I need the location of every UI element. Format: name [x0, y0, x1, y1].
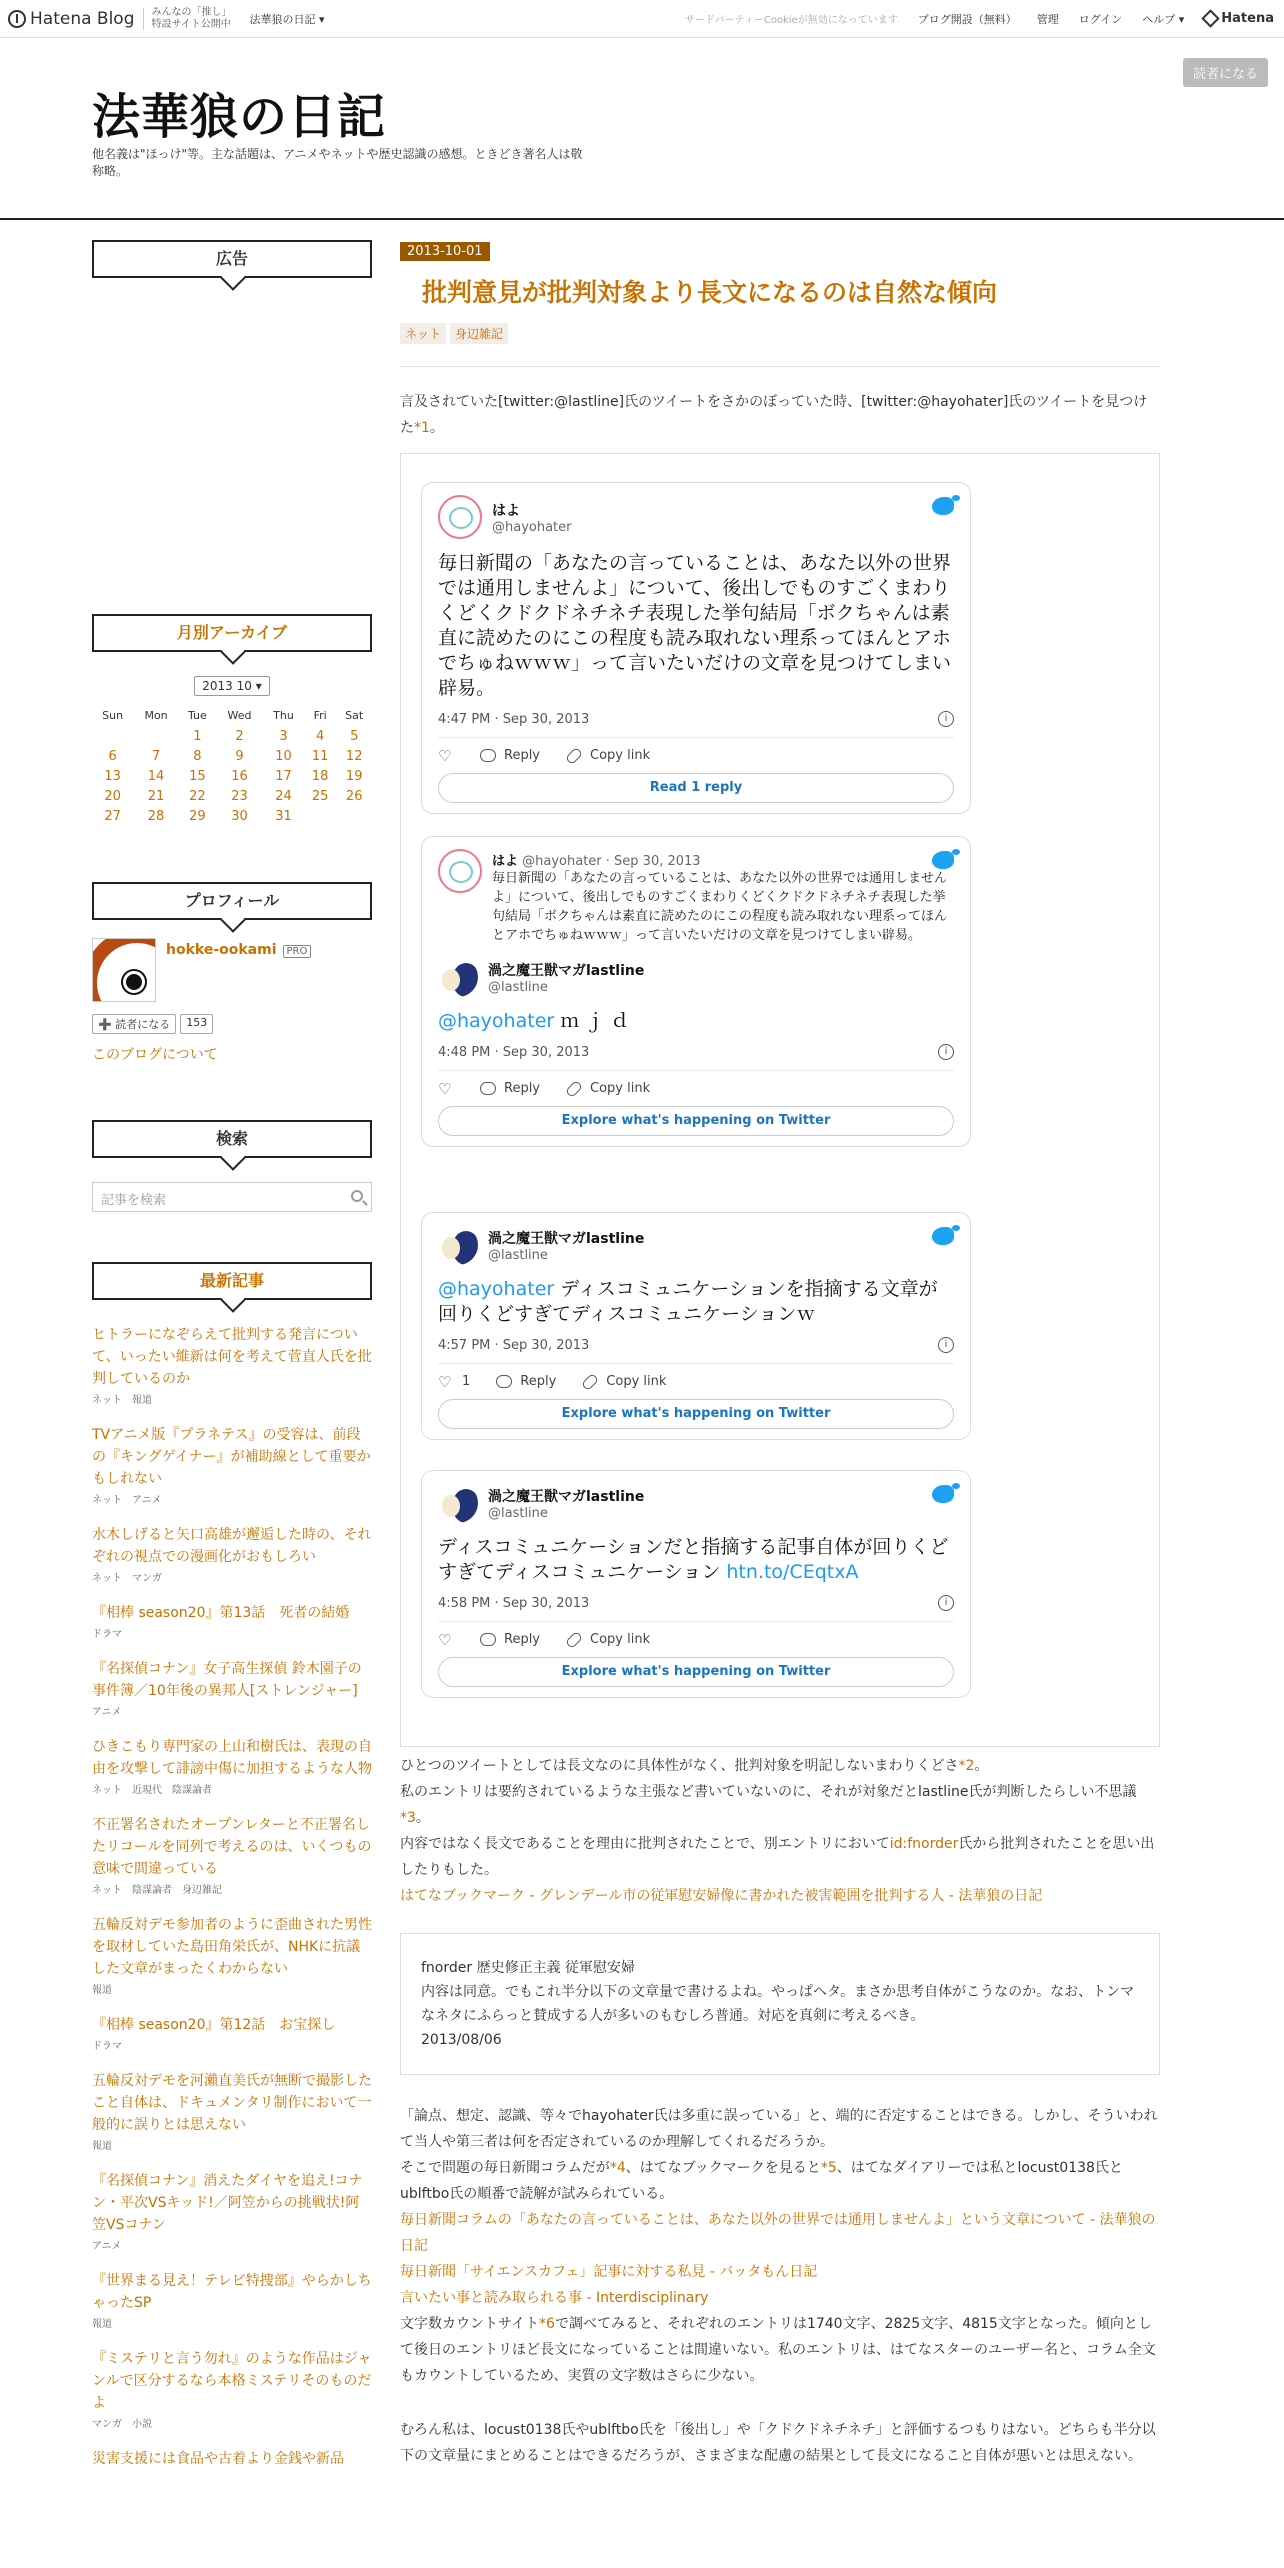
recent-entry-tag[interactable]: 報道: [92, 2141, 112, 2152]
hatena-link[interactable]: Hatena: [1204, 11, 1274, 26]
calendar-day[interactable]: 4: [315, 728, 325, 744]
tweet-author-handle[interactable]: @hayohater: [492, 519, 572, 535]
pro-badge: PRO: [283, 945, 312, 958]
bookmark-link[interactable]: はてなブックマーク - グレンデール市の従軍慰安婦像に書かれた被害範囲を批判する人 - 法華狼の日記: [400, 1888, 1043, 1904]
like-button[interactable]: [438, 1079, 454, 1098]
avatar[interactable]: [438, 957, 478, 997]
calendar-day[interactable]: 22: [189, 788, 206, 804]
tweet-timestamp[interactable]: 4:48 PM · Sep 30, 2013: [438, 1044, 590, 1060]
recent-entry: [92, 1658, 372, 1718]
archive-calendar: [92, 704, 372, 826]
calendar-day[interactable]: 18: [311, 768, 329, 784]
search-heading: 検索: [92, 1120, 372, 1158]
recent-entry-tag[interactable]: 陰謀論者: [132, 1885, 172, 1896]
calendar-weekday: Thu: [273, 708, 294, 722]
calendar-day: [133, 726, 179, 746]
read-replies-button[interactable]: Read 1 reply: [438, 773, 954, 803]
calendar-day[interactable]: 10: [275, 748, 292, 764]
recent-entry-title[interactable]: 『世界まる見え！テレビ特捜部』やらかしちゃったSP: [92, 2273, 372, 2311]
calendar-day[interactable]: 31: [275, 808, 292, 824]
explore-twitter-button[interactable]: Explore what's happening on Twitter: [438, 1399, 954, 1429]
calendar-day[interactable]: 8: [193, 748, 202, 764]
calendar-day[interactable]: 20: [104, 788, 121, 804]
footnote-link[interactable]: *3: [400, 1810, 416, 1826]
blog-header: [0, 38, 1284, 220]
recent-entry-tag[interactable]: ネット: [92, 1495, 122, 1506]
recent-entry: [92, 2014, 372, 2052]
tweet-card[interactable]: [421, 482, 971, 814]
tweet-author-name[interactable]: 渦之魔王獣マガlastline: [488, 1488, 645, 1505]
recent-entry-tag[interactable]: 陰謀論者: [172, 1785, 212, 1796]
quoted-meta: @hayohater · Sep 30, 2013: [522, 853, 701, 869]
calendar-day[interactable]: 7: [151, 748, 161, 764]
tweet-author-handle[interactable]: @lastline: [488, 1505, 548, 1521]
copy-link-button[interactable]: Copy link: [582, 1374, 666, 1389]
tweet-text: ディスコミュニケーションだと指摘する記事自体が回りくどすぎてディスコミュニケーション htn.to/CEqtxA: [438, 1536, 949, 1583]
heart-icon: ♡: [438, 1630, 452, 1649]
tweet-card[interactable]: [421, 1212, 971, 1440]
recent-entry-title[interactable]: 不正署名されたオープンレターと不正署名したリコールを同列で考えるのは、いくつもの意味で間違っている: [92, 1817, 372, 1877]
avatar[interactable]: [438, 495, 482, 539]
calendar-day[interactable]: 13: [104, 768, 121, 784]
tweet-author-name[interactable]: 渦之魔王獣マガlastline: [488, 1230, 645, 1247]
subscribe-button[interactable]: 読者になる: [1183, 58, 1268, 87]
intro-paragraph: 言及されていた[twitter:@lastline]氏のツイートをさかのぼっていた時、[twitter:@hayohater]氏のツイートを見つけた*1。: [400, 394, 1148, 436]
entry-tag[interactable]: ネット: [400, 323, 446, 344]
recent-entry-tag[interactable]: ドラマ: [92, 1629, 122, 1640]
reply-icon: [496, 1375, 512, 1388]
calendar-day[interactable]: 23: [231, 788, 248, 804]
twitter-bird-icon[interactable]: [932, 1227, 954, 1245]
calendar-day[interactable]: 28: [147, 808, 165, 824]
link-icon: [565, 746, 583, 764]
calendar-day[interactable]: 19: [345, 768, 363, 784]
tweet-text: 毎日新聞の「あなたの言っていることは、あなた以外の世界では通用しませんよ」について、後出しでものすごくまわりくどくクドクドネチネチ表現した挙句結局「ボクちゃんは素直に読めたのにこの程度も読み取れない理系ってほんとアホでちゅねｗｗｗ」って言いたいだけの文章を見つけてしまい辟易。: [438, 552, 952, 699]
calendar-day: [304, 806, 337, 826]
divider: [143, 8, 144, 30]
calendar-day[interactable]: 29: [189, 808, 206, 824]
profile-module: [92, 882, 372, 1064]
recent-entry-tag[interactable]: 報道: [132, 1395, 152, 1406]
recent-entry-tag[interactable]: マンガ: [132, 1573, 162, 1584]
footnote-link[interactable]: *1: [414, 420, 430, 436]
footnote-link[interactable]: *4: [609, 2160, 626, 2176]
tweet-text: @hayohater ｍ ｊ ｄ: [438, 1010, 630, 1032]
calendar-day[interactable]: 2: [235, 728, 244, 744]
recent-entry-title[interactable]: 『名探偵コナン』女子高生探偵 鈴木園子の事件簿／10年後の異邦人[ストレンジャー]: [92, 1661, 362, 1699]
profile-avatar[interactable]: [92, 938, 156, 1002]
recent-entry-title[interactable]: 『相棒 season20』第12話 お宝探し: [92, 2017, 336, 2033]
calendar-day[interactable]: 27: [104, 808, 121, 824]
reply-button[interactable]: Reply: [480, 1081, 540, 1096]
reply-button[interactable]: Reply: [480, 748, 540, 763]
recent-heading[interactable]: 最新記事: [92, 1262, 372, 1300]
like-count: 1: [462, 1374, 471, 1389]
tweet-timestamp[interactable]: 4:58 PM · Sep 30, 2013: [438, 1595, 590, 1611]
calendar-day[interactable]: 5: [350, 728, 359, 744]
heart-icon: ♡: [438, 746, 452, 765]
tweet-author-handle[interactable]: @lastline: [488, 1247, 548, 1263]
reply-icon: [480, 749, 496, 762]
calendar-day[interactable]: 25: [311, 788, 329, 804]
archive-heading[interactable]: 月別アーカイブ: [92, 614, 372, 652]
recent-entry: [92, 2348, 372, 2430]
calendar-weekday: Fri: [313, 708, 327, 722]
calendar-day[interactable]: 1: [193, 728, 202, 744]
calendar-day[interactable]: 11: [311, 748, 329, 764]
recent-entry-tag[interactable]: 報道: [92, 2319, 112, 2330]
reply-button[interactable]: Reply: [496, 1374, 556, 1389]
admin-link[interactable]: 管理: [1036, 12, 1059, 26]
hatena-blog-logo[interactable]: Hatena Blog: [8, 9, 135, 29]
calendar-weekday: Wed: [227, 708, 252, 722]
hatena-logo-icon: [8, 10, 26, 28]
profile-heading: プロフィール: [92, 882, 372, 920]
tweet-card[interactable]: [421, 1470, 971, 1698]
recent-entry: [92, 1602, 372, 1640]
start-blog-link[interactable]: ブログ開設（無料）: [917, 12, 1017, 26]
recent-entry-title[interactable]: TVアニメ版『プラネテス』の受容は、前段の『キングゲイナー』が補助線として重要かもしれない: [92, 1427, 371, 1487]
tweet-card[interactable]: [421, 836, 971, 1147]
recent-entry: [92, 2448, 372, 2470]
entry: [400, 240, 1160, 2469]
entry-date[interactable]: 2013-10-01: [400, 242, 490, 261]
calendar-day: [92, 726, 133, 746]
help-menu[interactable]: ヘルプ ▾: [1142, 12, 1185, 26]
tweet-timestamp[interactable]: 4:47 PM · Sep 30, 2013: [438, 711, 590, 727]
search-input[interactable]: 記事を検索: [92, 1182, 372, 1212]
recent-entry: [92, 1736, 372, 1796]
calendar-weekday: Sat: [345, 708, 364, 722]
recent-entry-tag[interactable]: アニメ: [92, 2241, 122, 2252]
calendar-day[interactable]: 14: [147, 768, 165, 784]
twitter-bird-icon[interactable]: [932, 1485, 954, 1503]
login-link[interactable]: ログイン: [1078, 12, 1123, 26]
tweet-author-name[interactable]: 渦之魔王獣マガlastline: [488, 962, 645, 979]
avatar[interactable]: [438, 849, 482, 893]
calendar-day[interactable]: 26: [345, 788, 363, 804]
link-icon: [581, 1372, 599, 1390]
body-paragraph: むろん私は、locust0138氏やublftbo氏を「後出し」や「クドクドネチネチ」と評価するつもりはない。どちらも半分以下の文章量にまとめることはできるだろうが、さまざまな配慮の結果として長文になること自体が悪いとは思えない。: [400, 2422, 1156, 2464]
reply-button[interactable]: Reply: [480, 1632, 540, 1647]
profile-name[interactable]: hokke-ookami: [166, 942, 277, 958]
recent-entry-title[interactable]: 『ミステリと言う勿れ』のような作品はジャンルで区分するなら本格ミステリそのものだよ: [92, 2351, 372, 2411]
heart-icon: ♡: [438, 1079, 452, 1098]
user-link[interactable]: id:fnorder: [889, 1836, 959, 1852]
global-header: [0, 0, 1284, 38]
info-icon[interactable]: i: [938, 711, 954, 727]
recent-entry-tag[interactable]: アニメ: [132, 1495, 162, 1506]
archive-module: [92, 614, 372, 826]
recent-entry-title[interactable]: 水木しげると矢口高雄が邂逅した時の、それぞれの視点での漫画化がおもしろい: [92, 1527, 372, 1565]
recent-entry-tag[interactable]: 近現代: [132, 1785, 162, 1796]
body-paragraph: 「論点、想定、認識、等々でhayohater氏は多重に誤っている」と、端的に否定することはできる。しかし、そういわれて当人や第三者は何を否定されているのか理解してくれるだろうか。 そこで問題の毎日新聞コラムだが*4、はてなブックマークを見ると*5、はてなダイアリーでは私とlocust0138氏とublftbo氏の順番で読解が試みられている。 毎日新聞コラムの「あなたの言っていることは、あなた以外の世界では通用しませんよ」という文章について - 法華狼の日記 毎日新聞「サイエンスカフェ」記事に対する私見 - バッタもん日記 言いたい事と読み取られる事 - Interdisciplinary 文字数カウントサイト*6で調べてみると、それぞれのエントリは1740文字、2825文字、4815文字となった。傾向として後日のエントリほど長文になっていることは間違いない。私のエントリは、はてなスターのユーザー名と、コラム全文もカウントしているため、実質の文字数はさらに少ない。: [400, 2103, 1160, 2389]
calendar-day[interactable]: 9: [235, 748, 244, 764]
recent-entry: [92, 1424, 372, 1506]
profile-subscribe-button[interactable]: ➕ 読者になる: [92, 1014, 176, 1034]
mention-link[interactable]: @hayohater: [438, 1278, 555, 1300]
tweet-link[interactable]: htn.to/CEqtxA: [726, 1561, 859, 1583]
copy-link-button[interactable]: Copy link: [566, 1081, 650, 1096]
recent-entry-title[interactable]: ひきこもり専門家の上山和樹氏は、表現の自由を攻撃して誹謗中傷に加担するような人物: [92, 1739, 372, 1777]
blog-title[interactable]: 法華狼の日記: [92, 89, 387, 145]
subscriber-count: 153: [180, 1014, 213, 1034]
recent-entry-tag[interactable]: ネット: [92, 1885, 122, 1896]
like-button[interactable]: [438, 1374, 470, 1389]
divider: [400, 366, 1160, 367]
tweet-author-handle[interactable]: @lastline: [488, 979, 548, 995]
blog-description: 他名義は"ほっけ"等。主な話題は、アニメやネットや歴史認識の感想。ときどき著名人は敬称略。: [92, 147, 583, 178]
reply-icon: [480, 1633, 496, 1646]
recent-list: [92, 1324, 372, 2470]
link-icon: [565, 1079, 583, 1097]
recent-entry-tag[interactable]: 小説: [132, 2419, 152, 2430]
entry-title[interactable]: 批判意見が批判対象より長文になるのは自然な傾向: [422, 278, 998, 307]
reply-icon: [480, 1082, 496, 1095]
info-icon[interactable]: i: [938, 1337, 954, 1353]
footnote-link[interactable]: *5: [820, 2160, 837, 2176]
recent-entry: [92, 1814, 372, 1896]
calendar-day[interactable]: 30: [231, 808, 248, 824]
blog-selector[interactable]: 法華狼の日記 ▾: [249, 12, 325, 26]
ad-heading: 広告: [92, 240, 372, 278]
calendar-weekday: Tue: [188, 708, 207, 722]
tweet-embed-block: [400, 453, 1160, 1747]
twitter-bird-icon[interactable]: [932, 497, 954, 515]
recent-entry-tag[interactable]: 報道: [92, 1985, 112, 1996]
body-paragraph: ひとつのツイートとしては長文なのに具体性がなく、批判対象を明記しないまわりくどさ*2。 私のエントリは要約されているような主張など書いていないのに、それが対象だとlastline氏が判断したらしい不思議*3。 内容ではなく長文であることを理由に批判されたことで、別エントリにおいてid:fnorder氏から批判されたことを思い出したりもした。 はてなブックマーク - グレンデール市の従軍慰安婦像に書かれた被害範囲を批判する人 - 法華狼の日記: [400, 1753, 1160, 1909]
calendar-day[interactable]: 12: [345, 748, 363, 764]
promo-link[interactable]: みんなの「推し」 特設サイト公開中: [151, 6, 232, 30]
link-icon: [565, 1630, 583, 1648]
cookie-notice: サードパーティーCookieが無効になっています: [684, 15, 898, 26]
recent-entry-tag[interactable]: ネット: [92, 1573, 122, 1584]
blockquote: fnorder 歴史修正主義 従軍慰安婦 内容は同意。でもこれ半分以下の文章量で書けるよね。やっぱヘタ。まさか思考自体がこうなのか。なお、トンマなネタにふらっと賛成する人が多いのもむしろ普通。対応を真剣に考えるべき。 2013/08/06: [400, 1933, 1160, 2075]
mention-link[interactable]: @hayohater: [438, 1010, 555, 1032]
footnote-link[interactable]: *6: [539, 2316, 555, 2332]
recent-entry-title[interactable]: 『相棒 season20』第13話 死者の結婚: [92, 1605, 350, 1621]
calendar-weekday: Sun: [102, 708, 124, 722]
calendar-day[interactable]: 17: [275, 768, 292, 784]
calendar-day[interactable]: 15: [189, 768, 206, 784]
calendar-day[interactable]: 21: [147, 788, 165, 804]
copy-link-button[interactable]: Copy link: [566, 1632, 650, 1647]
recent-entry-tag[interactable]: ドラマ: [92, 2041, 122, 2052]
tweet-timestamp[interactable]: 4:57 PM · Sep 30, 2013: [438, 1337, 590, 1353]
info-icon[interactable]: i: [938, 1044, 954, 1060]
recent-entry: [92, 2270, 372, 2330]
footnote-link[interactable]: *2: [958, 1758, 975, 1774]
article-link[interactable]: 言いたい事と読み取られる事 - Interdisciplinary: [400, 2290, 709, 2306]
quoted-author-name[interactable]: はよ: [492, 853, 519, 869]
recent-entry: [92, 2170, 372, 2252]
search-icon[interactable]: [351, 1190, 363, 1202]
calendar-weekday: Mon: [144, 708, 168, 722]
heart-icon: ♡: [438, 1372, 452, 1391]
recent-entry-tag[interactable]: ネット: [92, 1395, 122, 1406]
recent-entry-title[interactable]: ヒトラーになぞらえて批判する発言について、いったい維新は何を考えて菅直人氏を批判しているのか: [92, 1327, 372, 1387]
copy-link-button[interactable]: Copy link: [566, 748, 650, 763]
search-module: [92, 1120, 372, 1212]
calendar-day[interactable]: 24: [275, 788, 292, 804]
recent-module: [92, 1262, 372, 2488]
calendar-day[interactable]: 3: [279, 728, 288, 744]
recent-entry-tag[interactable]: ネット: [92, 1785, 122, 1796]
recent-entry-tag[interactable]: 身辺雑記: [182, 1885, 222, 1896]
recent-entry-title[interactable]: 五輪反対デモを河瀨直美氏が無断で撮影したこと自体は、ドキュメンタリ制作において一般的に誤りとは思えない: [92, 2073, 372, 2133]
explore-twitter-button[interactable]: Explore what's happening on Twitter: [438, 1657, 954, 1687]
about-blog-link[interactable]: このブログについて: [92, 1047, 218, 1063]
avatar[interactable]: [438, 1483, 478, 1523]
calendar-day[interactable]: 6: [108, 748, 117, 764]
recent-entry: [92, 1324, 372, 1406]
info-icon[interactable]: i: [938, 1595, 954, 1611]
tweet-author-name[interactable]: はよ: [492, 502, 520, 519]
recent-entry-title[interactable]: 『名探偵コナン』消えたダイヤを追え!コナン・平次VSキッド!／阿笠からの挑戦状!阿笠VSコナン: [92, 2173, 363, 2233]
article-link[interactable]: 毎日新聞「サイエンスカフェ」記事に対する私見 - バッタもん日記: [400, 2264, 818, 2280]
recent-entry: [92, 2070, 372, 2152]
entry-tag[interactable]: 身辺雑記: [450, 323, 508, 344]
archive-month-select[interactable]: 2013 10 ▾: [194, 676, 270, 696]
article-link[interactable]: 毎日新聞コラムの「あなたの言っていることは、あなた以外の世界では通用しませんよ」という文章について - 法華狼の日記: [400, 2212, 1156, 2254]
hatena-icon: [1202, 9, 1220, 27]
recent-entry-title[interactable]: 災害支援には食品や古着より金銭や新品: [92, 2451, 344, 2467]
like-button[interactable]: [438, 746, 454, 765]
recent-entry-title[interactable]: 五輪反対デモ参加者のように歪曲された男性を取材していた島田角栄氏が、NHKに抗議した文章がまったくわからない: [92, 1917, 372, 1977]
avatar[interactable]: [438, 1225, 478, 1265]
recent-entry-tag[interactable]: アニメ: [92, 1707, 122, 1718]
like-button[interactable]: [438, 1630, 454, 1649]
quoted-tweet-text: 毎日新聞の「あなたの言っていることは、あなた以外の世界では通用しませんよ」について、後出しでものすごくまわりくどくクドクドネチネチ表現した挙句結局「ボクちゃんは素直に読めたのにこの程度も読み取れない理系ってほんとアホでちゅねｗｗｗ」って言いたいだけの文章を見つけてしまい辟易。: [492, 871, 948, 943]
recent-entry: [92, 1914, 372, 1996]
calendar-day: [336, 806, 372, 826]
recent-entry-tag[interactable]: マンガ: [92, 2419, 122, 2430]
recent-entry: [92, 1524, 372, 1584]
ad-module: [92, 240, 372, 278]
tweet-text: @hayohater ディスコミュニケーションを指摘する文章が回りくどすぎてディスコミュニケーションｗ: [438, 1278, 938, 1325]
explore-twitter-button[interactable]: Explore what's happening on Twitter: [438, 1106, 954, 1136]
twitter-bird-icon[interactable]: [932, 851, 954, 869]
calendar-day[interactable]: 16: [231, 768, 248, 784]
